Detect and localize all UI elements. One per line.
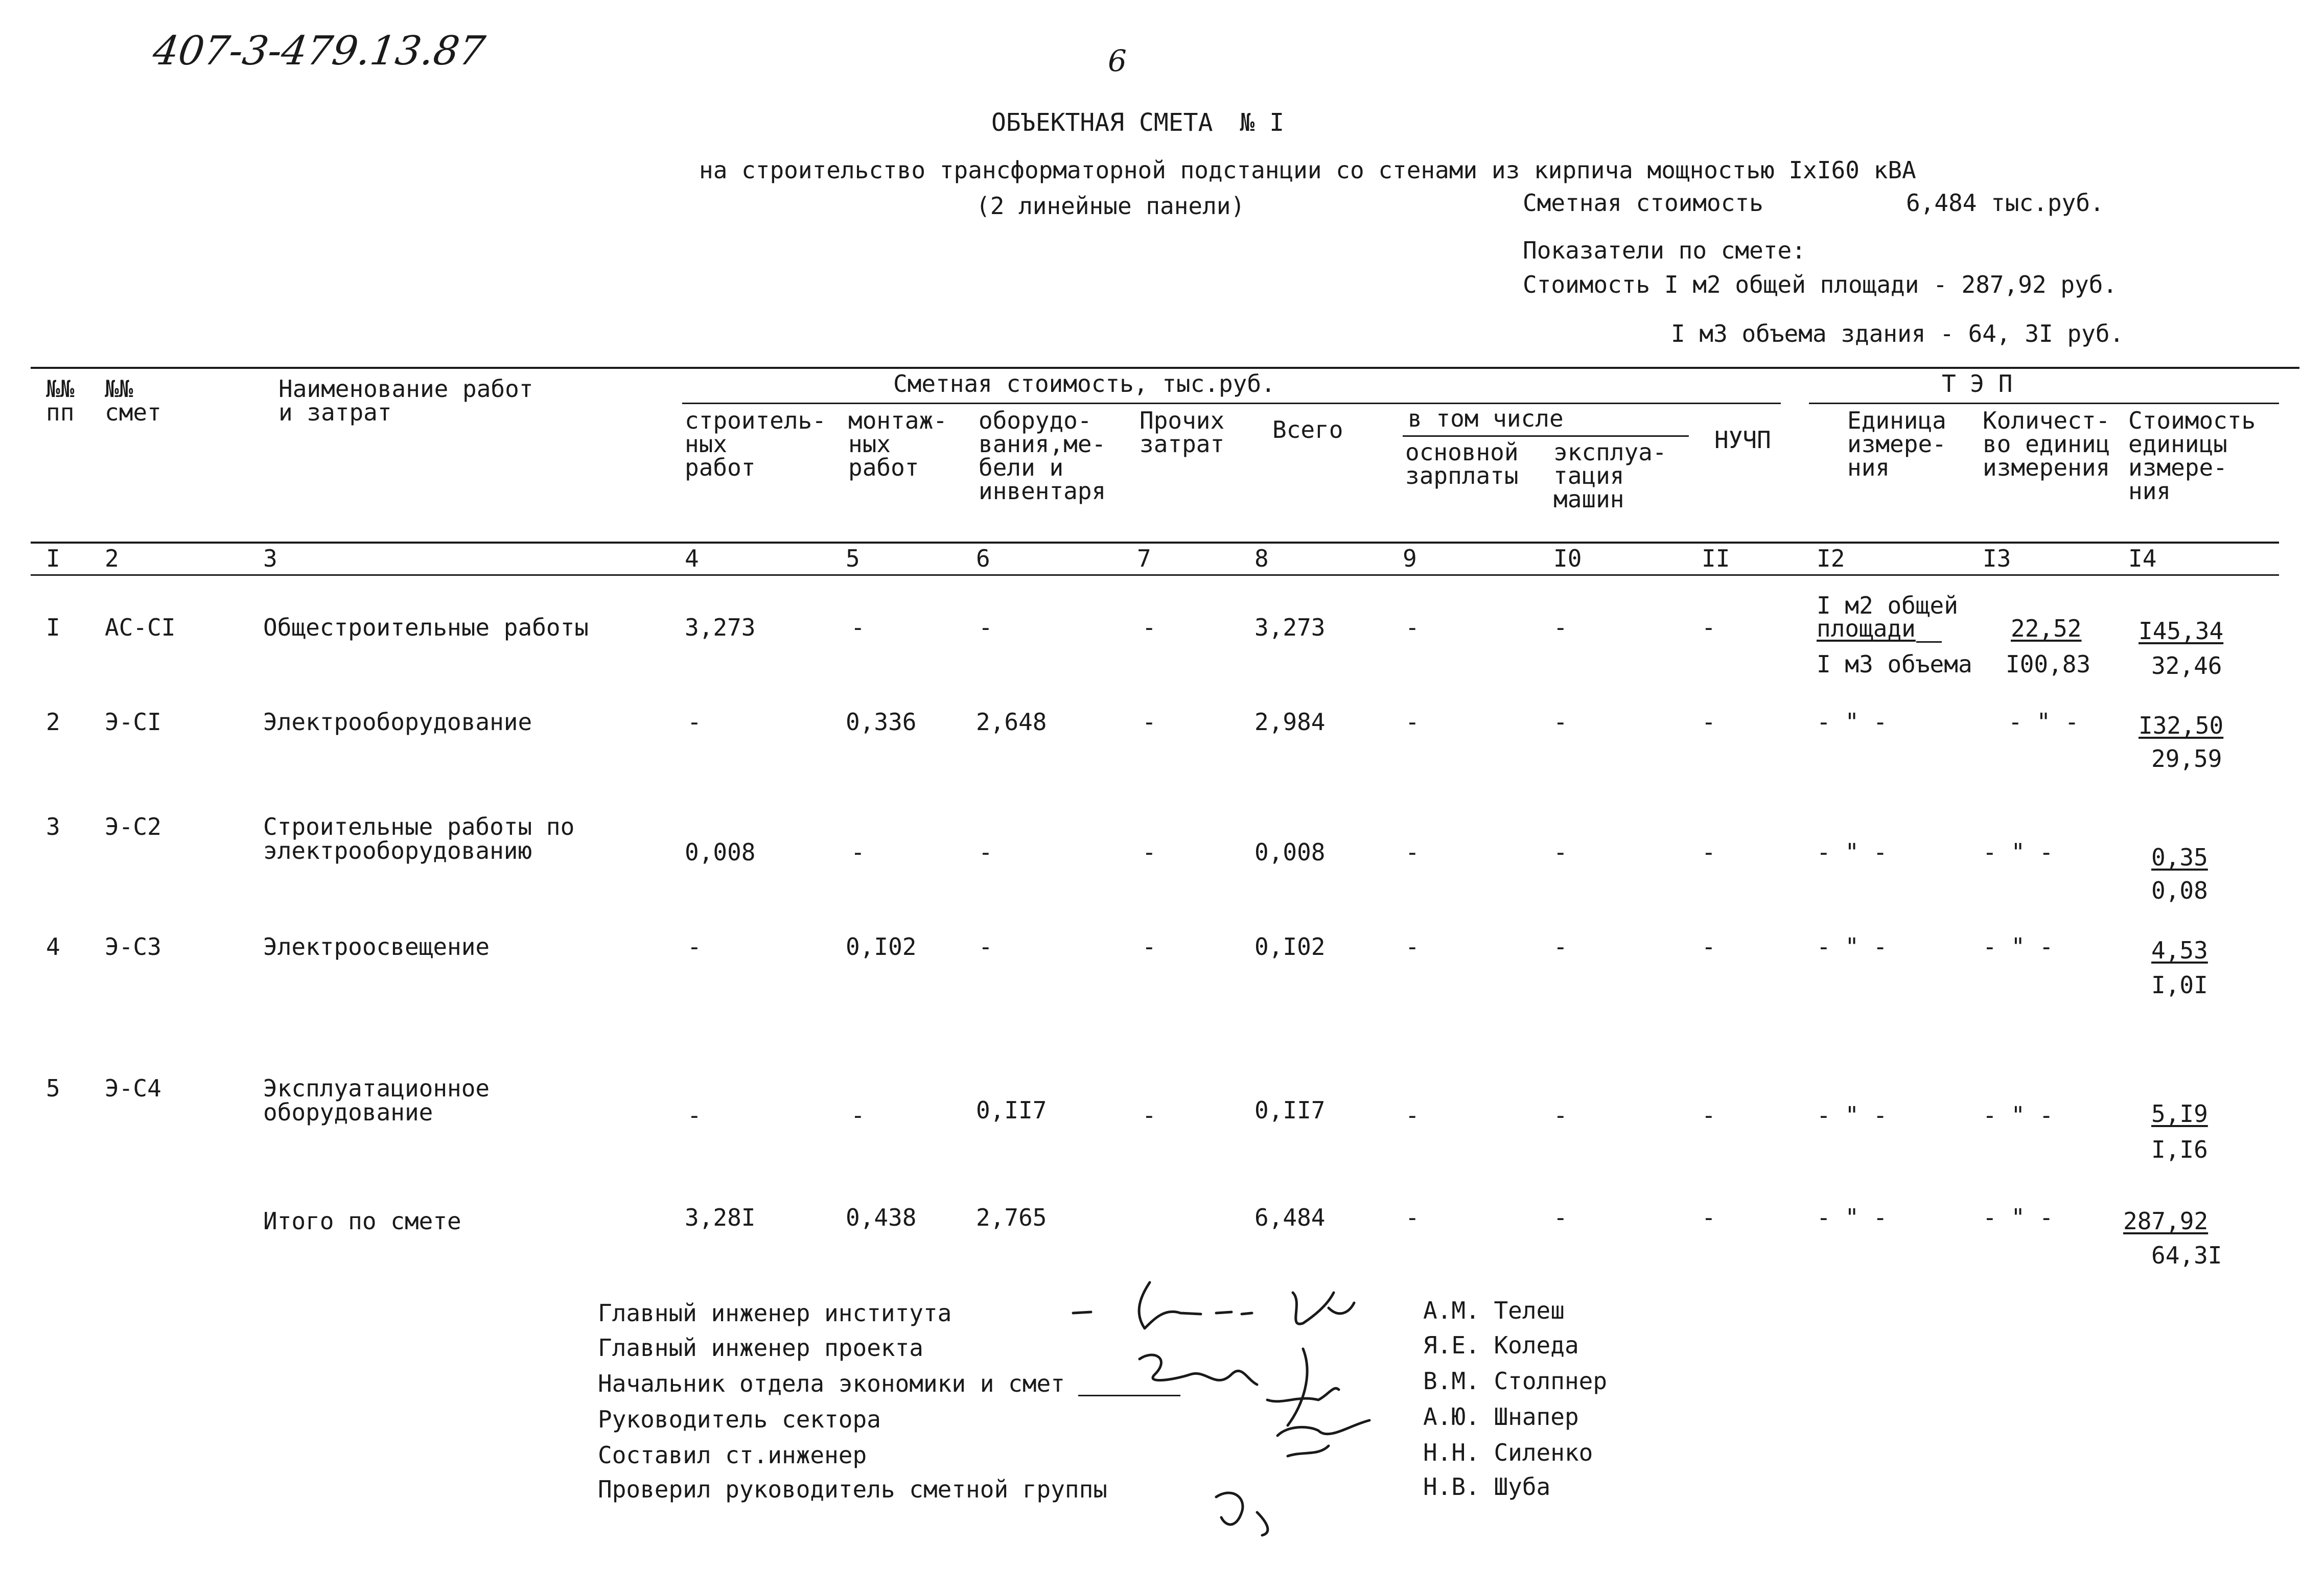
cell-total: 0,I02 xyxy=(1254,933,1326,961)
row-name: Строительные работы по xyxy=(263,813,575,840)
cell-other: - xyxy=(1142,933,1156,961)
table-top-rule xyxy=(31,367,2299,369)
signature-role: Главный инженер института xyxy=(598,1299,952,1327)
signature-stroke xyxy=(1216,1493,1268,1535)
col-num: II xyxy=(1702,545,1730,572)
estimated-cost-value: 6,484 тыс.руб. xyxy=(1906,189,2104,217)
cell-construction: 3,273 xyxy=(685,614,756,641)
header-text: монтаж- xyxy=(848,407,947,434)
title-text: ОБЪЕКТНАЯ СМЕТА xyxy=(991,108,1213,137)
cell-installation: - xyxy=(851,1102,865,1129)
row-code: АС-CI xyxy=(105,614,176,641)
header-text: пп xyxy=(46,399,75,426)
cell-qty: 22,52 xyxy=(2011,615,2082,642)
signature-stroke xyxy=(1277,1420,1369,1456)
row-number: 4 xyxy=(46,933,60,961)
col-num: I0 xyxy=(1553,545,1582,572)
cell-unit: - " - xyxy=(1817,933,1888,961)
cell-wages: - xyxy=(1405,614,1420,641)
header-text: Прочих xyxy=(1140,407,1225,434)
header-text: инвентаря xyxy=(979,477,1106,505)
header-text: и затрат xyxy=(278,399,392,426)
header-text: тация xyxy=(1553,462,1624,489)
cell-nuchp: - xyxy=(1702,933,1716,961)
signature-role: Руководитель сектора xyxy=(598,1406,881,1433)
cell-qty: I00,83 xyxy=(2006,650,2091,678)
header-col-13 xyxy=(1983,409,2110,479)
cell-installation: 0,336 xyxy=(846,708,917,736)
total-all: 6,484 xyxy=(1254,1204,1326,1231)
header-group-cost: Сметная стоимость, тыс.руб. xyxy=(893,370,1275,397)
header-text: №№ xyxy=(46,375,75,403)
row-number: 5 xyxy=(46,1074,60,1102)
signature-stroke xyxy=(1139,1282,1252,1328)
header-text: ных xyxy=(848,430,891,458)
header-col-2 xyxy=(105,377,161,424)
header-group-cost-rule xyxy=(682,403,1781,404)
cell-unit-cost: 0,35 xyxy=(2151,844,2208,871)
cell-equipment: 2,648 xyxy=(976,708,1047,736)
header-text: строитель- xyxy=(685,407,826,434)
row-code: Э-C4 xyxy=(105,1074,161,1102)
header-text: работ xyxy=(685,454,756,481)
total-unit-cost: 287,92 xyxy=(2123,1207,2209,1235)
header-group-incl-rule xyxy=(1403,435,1689,437)
cell-installation: - xyxy=(851,838,865,866)
header-text: зарплаты xyxy=(1405,462,1519,489)
total-unit: - " - xyxy=(1817,1204,1888,1231)
total-nuchp: - xyxy=(1702,1204,1716,1231)
cell-wages: - xyxy=(1405,1102,1420,1129)
cell-unit: I м2 общей xyxy=(1817,592,1958,619)
cell-nuchp: - xyxy=(1702,838,1716,866)
signature-role: Начальник отдела экономики и смет xyxy=(598,1370,1065,1397)
cell-unit-cost: 4,53 xyxy=(2151,936,2208,964)
cell-unit-cost: I,I6 xyxy=(2151,1136,2208,1163)
indicator-area-cost: Стоимость I м2 общей площади - 287,92 руб. xyxy=(1523,271,2118,298)
cell-unit: I м3 объема xyxy=(1817,650,1972,678)
header-group-incl: в том числе xyxy=(1408,405,1564,432)
header-text: машин xyxy=(1553,485,1624,513)
cell-unit-cost: 0,08 xyxy=(2151,877,2208,904)
header-col-6 xyxy=(979,409,1106,503)
row-number: 2 xyxy=(46,708,60,736)
header-group-tep: Т Э П xyxy=(1942,370,2013,397)
header-text: единицы xyxy=(2128,430,2227,458)
header-text: оборудо- xyxy=(979,407,1092,434)
cell-total: 0,008 xyxy=(1254,838,1326,866)
header-text: затрат xyxy=(1140,430,1225,458)
page-number: 6 xyxy=(1108,43,1127,78)
cell-other: - xyxy=(1142,838,1156,866)
header-col-1 xyxy=(46,377,74,424)
cell-qty: - " - xyxy=(1983,1102,2054,1129)
cell-total: 0,II7 xyxy=(1254,1096,1326,1124)
cell-unit-cost: I32,50 xyxy=(2139,712,2224,739)
column-numbers-rule xyxy=(31,574,2279,576)
cell-equipment: - xyxy=(979,838,993,866)
cell-construction: 0,008 xyxy=(685,838,756,866)
header-text: ных xyxy=(685,430,728,458)
document-subtitle-panels: (2 линейные панели) xyxy=(976,192,1245,220)
header-col-7 xyxy=(1140,409,1224,456)
cell-wages: - xyxy=(1405,838,1420,866)
cell-machines: - xyxy=(1553,838,1568,866)
header-col-4 xyxy=(685,409,826,479)
total-label: Итого по смете xyxy=(263,1207,461,1235)
row-name: Электроосвещение xyxy=(263,933,490,961)
signature-stroke xyxy=(1293,1293,1354,1324)
cell-unit-cost: I45,34 xyxy=(2139,617,2224,645)
signature-name: Н.В. Шуба xyxy=(1423,1473,1551,1501)
row-number: 3 xyxy=(46,813,60,840)
col-num: I2 xyxy=(1817,545,1845,572)
document-subtitle: на строительство трансформаторной подстанции со стенами из кирпича мощностью IxI60 кВА xyxy=(699,156,1916,184)
col-num: 8 xyxy=(1254,545,1269,572)
signature-role: Проверил руководитель сметной группы xyxy=(598,1476,1107,1503)
total-machines: - xyxy=(1553,1204,1568,1231)
cell-construction: - xyxy=(687,1102,702,1129)
indicators-label: Показатели по смете: xyxy=(1523,237,1806,264)
header-text: измере- xyxy=(1847,430,1946,458)
cell-unit: - " - xyxy=(1817,1102,1888,1129)
header-col-11: НУЧП xyxy=(1714,426,1771,454)
cell-installation: 0,I02 xyxy=(846,933,917,961)
header-text: Стоимость xyxy=(2128,407,2256,434)
cell-equipment: - xyxy=(979,933,993,961)
header-col-12 xyxy=(1847,409,1946,479)
unit-rule xyxy=(1916,641,1942,643)
signature-stroke xyxy=(1267,1349,1339,1425)
row-number: I xyxy=(46,614,60,641)
cell-construction: - xyxy=(687,708,702,736)
total-unit-cost: 64,3I xyxy=(2151,1242,2222,1269)
total-construction: 3,28I xyxy=(685,1204,756,1231)
cell-equipment: - xyxy=(979,614,993,641)
signature-stroke xyxy=(1073,1312,1091,1313)
document-code: 407-3-479.13.87 xyxy=(150,28,488,74)
row-name: Общестроительные работы xyxy=(263,614,589,641)
header-text: №№ xyxy=(105,375,133,403)
col-num: 4 xyxy=(685,545,699,572)
header-col-14 xyxy=(2128,409,2256,503)
cell-nuchp: - xyxy=(1702,1102,1716,1129)
cell-total: 2,984 xyxy=(1254,708,1326,736)
cell-unit: площади xyxy=(1817,615,1916,642)
col-num: 7 xyxy=(1137,545,1151,572)
signature-role: Составил ст.инженер xyxy=(598,1441,867,1469)
cell-unit: - " - xyxy=(1817,838,1888,866)
header-text: основной xyxy=(1405,438,1519,466)
col-num: I4 xyxy=(2128,545,2157,572)
signature-stroke xyxy=(1140,1355,1257,1385)
header-col-9 xyxy=(1405,440,1519,487)
total-qty: - " - xyxy=(1983,1204,2054,1231)
header-text: вания,ме- xyxy=(979,430,1106,458)
header-text: Единица xyxy=(1847,407,1946,434)
col-num: I xyxy=(46,545,60,572)
cell-machines: - xyxy=(1553,614,1568,641)
header-col-10 xyxy=(1553,440,1667,511)
cell-unit-cost: I,0I xyxy=(2151,971,2208,999)
cell-unit: - " - xyxy=(1817,708,1888,736)
cell-machines: - xyxy=(1553,933,1568,961)
cell-qty: - " - xyxy=(1983,838,2054,866)
col-num: 9 xyxy=(1403,545,1417,572)
total-wages: - xyxy=(1405,1204,1420,1231)
cell-nuchp: - xyxy=(1702,614,1716,641)
cell-machines: - xyxy=(1553,1102,1568,1129)
signature-name: В.М. Столпнер xyxy=(1423,1367,1608,1395)
header-text: смет xyxy=(105,399,161,426)
cell-nuchp: - xyxy=(1702,708,1716,736)
cell-other: - xyxy=(1142,708,1156,736)
col-num: 5 xyxy=(846,545,860,572)
cell-qty: - " - xyxy=(1983,933,2054,961)
cell-machines: - xyxy=(1553,708,1568,736)
row-name: Эксплуатационное xyxy=(263,1074,490,1102)
col-num: I3 xyxy=(1983,545,2011,572)
row-code: Э-C3 xyxy=(105,933,161,961)
row-name: Электрооборудование xyxy=(263,708,532,736)
estimated-cost-label: Сметная стоимость xyxy=(1523,189,1763,217)
total-equipment: 2,765 xyxy=(976,1204,1047,1231)
signature-name: А.Ю. Шнапер xyxy=(1423,1403,1579,1431)
row-name: электрооборудованию xyxy=(263,837,532,864)
cell-other: - xyxy=(1142,1102,1156,1129)
header-text: ния xyxy=(1847,454,1890,481)
header-text: Количест- xyxy=(1983,407,2110,434)
header-text: измерения xyxy=(1983,454,2110,481)
col-num: 2 xyxy=(105,545,119,572)
col-num: 3 xyxy=(263,545,277,572)
cell-unit-cost: 32,46 xyxy=(2151,652,2222,680)
total-installation: 0,438 xyxy=(846,1204,917,1231)
header-text: бели и xyxy=(979,454,1064,481)
cell-wages: - xyxy=(1405,708,1420,736)
cell-total: 3,273 xyxy=(1254,614,1326,641)
header-text: работ xyxy=(848,454,919,481)
header-col-3 xyxy=(278,377,533,424)
header-text: Наименование работ xyxy=(278,375,533,403)
header-text: во единиц xyxy=(1983,430,2110,458)
document-title xyxy=(991,110,1284,135)
header-text: эксплуа- xyxy=(1553,438,1667,466)
row-code: Э-CI xyxy=(105,708,161,736)
row-name: оборудование xyxy=(263,1098,433,1126)
header-group-tep-rule xyxy=(1809,403,2279,404)
row-code: Э-C2 xyxy=(105,813,161,840)
cell-installation: - xyxy=(851,614,865,641)
signature-name: А.М. Телеш xyxy=(1423,1297,1565,1324)
title-number: № I xyxy=(1240,108,1285,137)
indicator-volume-cost: I м3 объема здания - 64, 3I руб. xyxy=(1671,320,2124,347)
signature-name: Н.Н. Силенко xyxy=(1423,1439,1593,1466)
cell-unit-cost: 5,I9 xyxy=(2151,1100,2208,1128)
cell-qty: - " - xyxy=(2008,708,2079,736)
handwritten-signatures xyxy=(1063,1272,1410,1538)
cell-other: - xyxy=(1142,614,1156,641)
header-bottom-rule xyxy=(31,542,2279,544)
header-text: измере- xyxy=(2128,454,2227,481)
header-text: ния xyxy=(2128,477,2171,505)
signature-role: Главный инженер проекта xyxy=(598,1334,923,1362)
header-col-8: Всего xyxy=(1272,416,1343,443)
cell-unit-cost: 29,59 xyxy=(2151,745,2222,772)
col-num: 6 xyxy=(976,545,990,572)
cell-wages: - xyxy=(1405,933,1420,961)
cell-construction: - xyxy=(687,933,702,961)
header-col-5 xyxy=(848,409,947,479)
cell-equipment: 0,II7 xyxy=(976,1096,1047,1124)
signature-name: Я.Е. Коледа xyxy=(1423,1331,1579,1359)
